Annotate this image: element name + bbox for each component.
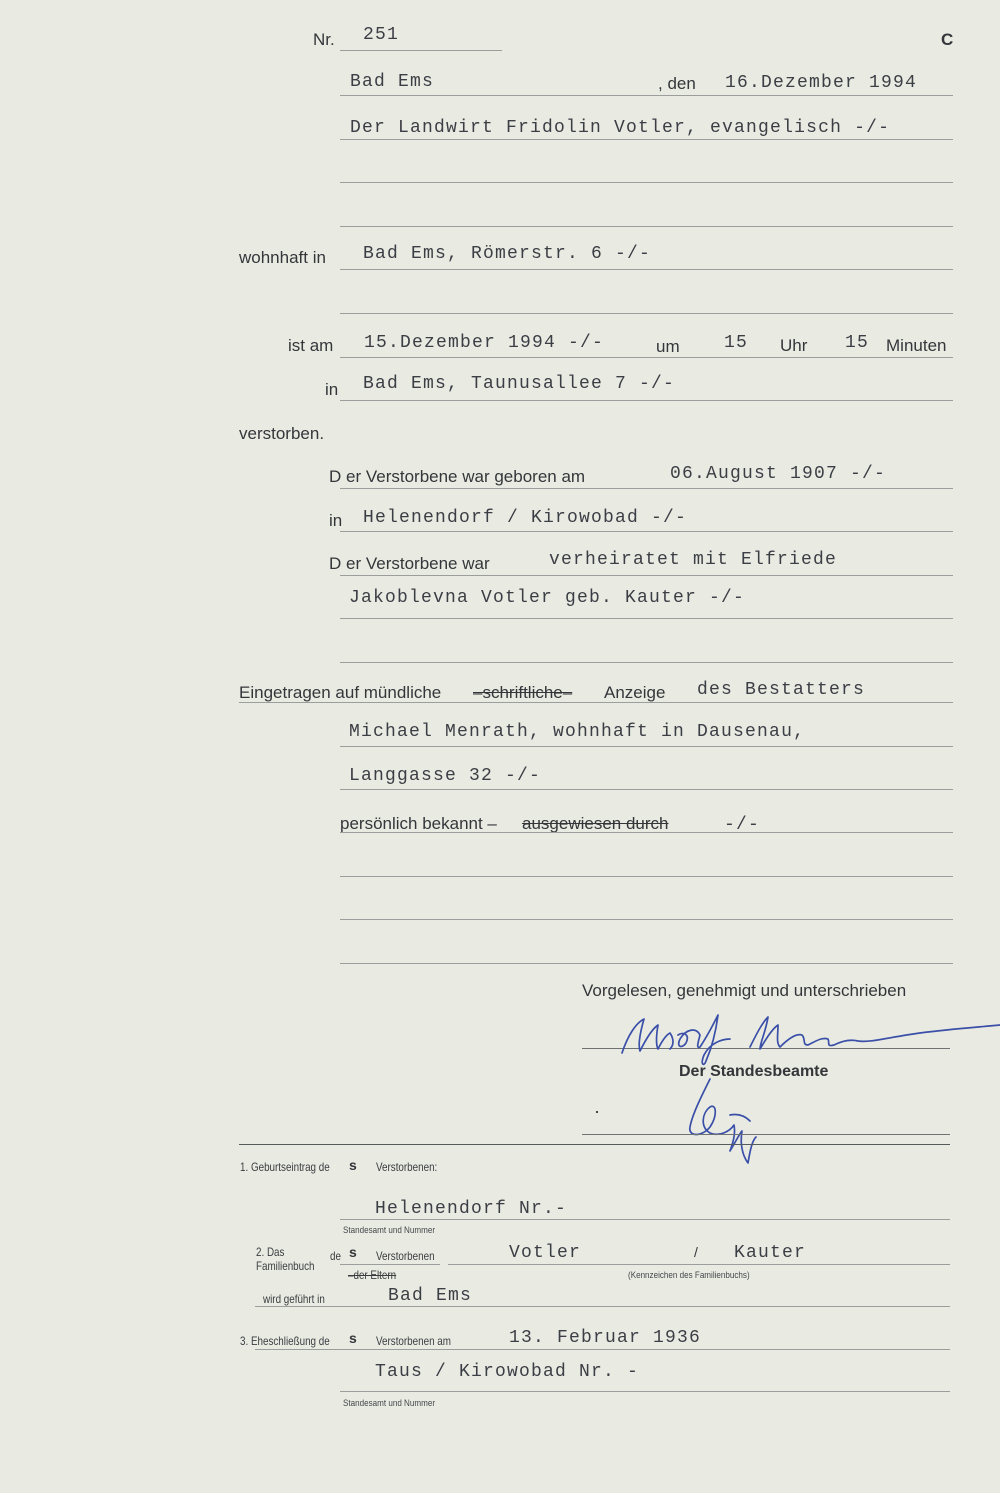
footer-item1-caption: Standesamt und Nummer	[343, 1225, 436, 1236]
um-label: um	[656, 337, 680, 356]
spouse-name: Jakoblevna Votler geb. Kauter -/-	[349, 588, 746, 608]
footer-item2-eltern: –der Eltern	[348, 1268, 397, 1282]
death-date: 15.Dezember 1994 -/-	[364, 333, 605, 353]
death-minutes: 15	[845, 333, 870, 353]
blank-rule	[340, 963, 953, 964]
footer-item1-suffix: Verstorbenen:	[376, 1160, 438, 1174]
residence-rule	[340, 269, 953, 270]
family-book-kept-label: wird geführt in	[263, 1292, 325, 1306]
footer-item2-choice-rule	[340, 1264, 440, 1265]
footer-item2-de: de	[330, 1249, 341, 1263]
informant-line3: Langgasse 32 -/-	[349, 766, 542, 786]
blank-rule	[340, 919, 953, 920]
family-book-slash: /	[694, 1244, 698, 1260]
marriage-date-rule	[255, 1349, 950, 1350]
death-date-rule	[340, 357, 953, 358]
ist-am-label: ist am	[288, 336, 334, 355]
death-place: Bad Ems, Taunusallee 7 -/-	[363, 374, 676, 394]
footer-item3-s: s	[349, 1330, 357, 1346]
read-approved-text: Vorgelesen, genehmigt und unterschrieben	[582, 981, 907, 1000]
family-book-value-a: Votler	[509, 1243, 582, 1263]
footer-item2-label-a: 2. Das	[256, 1245, 285, 1259]
footer-item1-rule	[340, 1219, 950, 1220]
informant-line2-rule	[340, 746, 953, 747]
family-book-caption: (Kennzeichen des Familienbuchs)	[628, 1270, 750, 1281]
marital-status: verheiratet mit Elfriede	[549, 550, 838, 570]
date-underline	[340, 95, 953, 96]
known-value: -/-	[724, 815, 761, 835]
family-book-kept-value: Bad Ems	[388, 1286, 473, 1306]
birth-place: Helenendorf / Kirowobad -/-	[363, 508, 688, 528]
marriage-place-rule	[340, 1391, 950, 1392]
person-line1-rule	[340, 139, 953, 140]
registrar-label: Der Standesbeamte	[679, 1063, 829, 1080]
informant-value: des Bestatters	[697, 680, 866, 700]
corner-letter: C	[941, 30, 954, 49]
marriage-date: 13. Februar 1936	[509, 1328, 702, 1348]
registration-rule	[239, 702, 953, 703]
registrar-signature	[680, 1075, 770, 1170]
footer-item1-value: Helenendorf Nr.-	[375, 1199, 568, 1219]
nr-label: Nr.	[313, 30, 335, 49]
blank-rule	[340, 876, 953, 877]
family-book-value-b: Kauter	[734, 1243, 807, 1263]
informant-line3-rule	[340, 789, 953, 790]
marriage-place-caption: Standesamt und Nummer	[343, 1398, 436, 1409]
known-label: persönlich bekannt –	[340, 814, 497, 833]
birth-date: 06.August 1907 -/-	[670, 464, 887, 484]
footer-item3-suffix: Verstorbenen am	[376, 1334, 451, 1348]
uhr-label: Uhr	[780, 336, 808, 355]
registrar-signature-line	[582, 1134, 950, 1135]
birth-in-label: in	[329, 511, 343, 530]
death-place-rule	[340, 400, 953, 401]
family-book-kept-rule	[255, 1306, 950, 1307]
footer-item2-s: s	[349, 1244, 357, 1260]
person-line1: Der Landwirt Fridolin Votler, evangelisch -/-	[350, 118, 891, 138]
marital-label: D er Verstorbene war	[329, 554, 490, 573]
death-in-label: in	[325, 380, 339, 399]
birth-place-rule	[340, 531, 953, 532]
informant-line2: Michael Menrath, wohnhaft in Dausenau,	[349, 722, 806, 742]
footer-separator	[239, 1144, 950, 1145]
minuten-label: Minuten	[886, 336, 947, 355]
residence-label: wohnhaft in	[239, 248, 326, 267]
marriage-place: Taus / Kirowobad Nr. -	[375, 1362, 640, 1382]
residence-value: Bad Ems, Römerstr. 6 -/-	[363, 244, 652, 264]
blank-rule	[340, 182, 953, 183]
nr-underline	[340, 50, 502, 51]
marital-rule	[340, 575, 953, 576]
birth-date-rule	[340, 488, 953, 489]
footer-item3-label: 3. Eheschließung de	[240, 1334, 330, 1348]
spouse-rule	[340, 618, 953, 619]
known-rule	[340, 832, 953, 833]
blank-rule	[340, 226, 953, 227]
nr-value: 251	[363, 25, 400, 45]
registration-label: Eingetragen auf mündliche	[239, 683, 442, 702]
verstorben-label: verstorben.	[239, 424, 325, 443]
known-struck: ausgewiesen durch	[522, 814, 669, 833]
date-prefix: , den	[658, 74, 696, 93]
footer-item1-s: s	[349, 1157, 357, 1173]
registration-anzeige-label: Anzeige	[604, 683, 666, 702]
death-hour: 15	[724, 333, 749, 353]
footer-item2-verst: Verstorbenen	[376, 1249, 435, 1263]
blank-rule	[340, 313, 953, 314]
birth-label: D er Verstorbene war geboren am	[329, 467, 586, 486]
footer-item2-label-b: Familienbuch	[256, 1259, 315, 1273]
date-value: 16.Dezember 1994	[725, 73, 918, 93]
family-book-rule	[448, 1264, 950, 1265]
ink-dot	[596, 1111, 598, 1113]
place-value: Bad Ems	[350, 72, 435, 92]
footer-item1-label: 1. Geburtseintrag de	[240, 1160, 330, 1174]
registration-struck: –schriftliche–	[473, 683, 573, 702]
blank-rule	[340, 662, 953, 663]
